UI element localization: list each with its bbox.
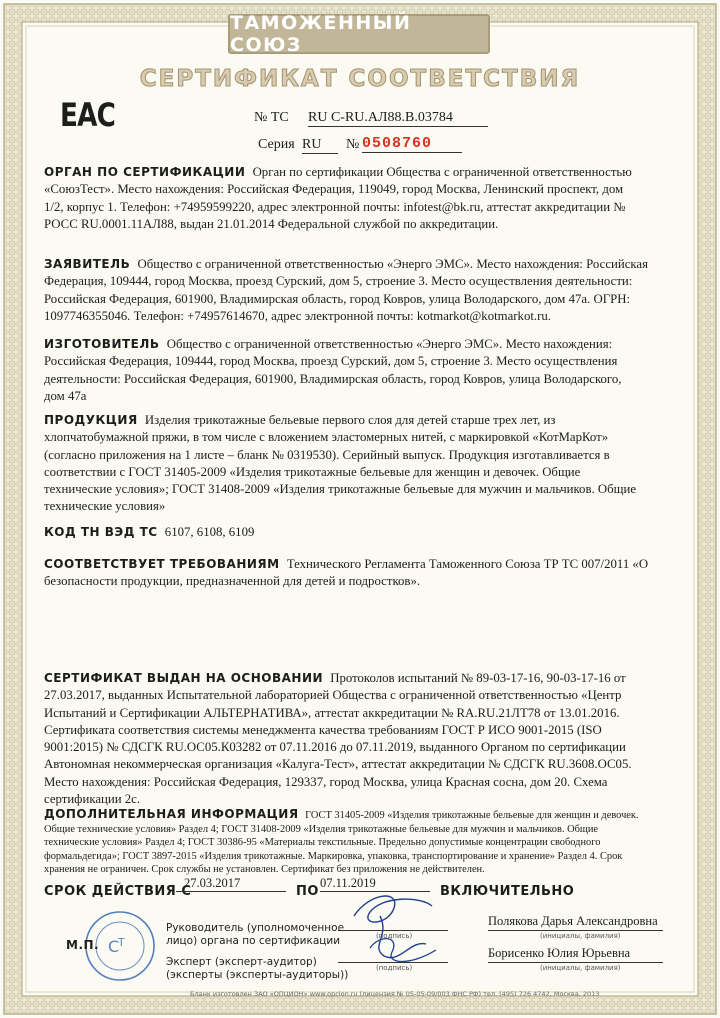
certificate-title: СЕРТИФИКАТ СООТВЕТСТВИЯ	[139, 66, 581, 92]
conforms-line: Технического Регламента Таможенного Союза ТР ТС 007/2011 «О	[286, 557, 649, 571]
expert-name: Борисенко Юлия Юрьевна	[488, 946, 631, 960]
footer-print-info: Бланк изготовлен ЗАО «ОПЦИОН» www.opcion.ru (лицензия № 05-05-09/003 ФНС РФ) тел. (495) 726 4742, Москва, 2013	[190, 990, 600, 998]
extra-line: ГОСТ 31405-2009 «Изделия трикотажные бельевые для женщин и девочек.	[305, 810, 639, 821]
basis-line: 27.03.2017, выданных Испытательной лабораторией Общества с ограниченной ответственностью «Центр	[44, 688, 622, 703]
manufacturer-line: деятельности: Российская Федерация, 601900, Владимирская область, город Ковров, улица Володарского,	[44, 371, 622, 386]
basis-line: 9001:2015) № СДСГК RU.ОС05.К03282 от 07.11.2016 до 07.11.2019, выданного Органом по сертификации	[44, 740, 626, 755]
conforms-line: безопасности продукции, предназначенной для детей и подростков».	[44, 574, 421, 589]
extra-label: ДОПОЛНИТЕЛЬНАЯ ИНФОРМАЦИЯ	[44, 807, 299, 821]
section-product	[44, 412, 674, 516]
series-label: Серия	[258, 137, 295, 152]
extra-line: хранения не ограничен. Срок службы не установлен. Сертификат без приложения не действителен.	[44, 864, 485, 875]
basis-label: СЕРТИФИКАТ ВЫДАН НА ОСНОВАНИИ	[44, 671, 324, 685]
section-organ	[44, 164, 674, 233]
expert-name-line	[488, 962, 663, 963]
applicant-line: Российская Федерация, 601900, Владимирская область, город Ковров, улица Володарского, дом 47а. ОГРН:	[44, 291, 631, 306]
svg-text:C: C	[108, 937, 120, 956]
seal-mp-label: М.П.	[66, 938, 100, 952]
validity-label: СРОК ДЕЙСТВИЯ С	[44, 884, 192, 899]
applicant-line: 1097746355046. Телефон: +74957614670, адрес электронной почты: kotmarkot@kotmarkot.ru.	[44, 308, 551, 323]
handwritten-signatures	[340, 886, 450, 972]
validity-to: 07.11.2019	[320, 876, 430, 892]
extra-line: Общие технические условия» Раздел 4; ГОСТ 31408-2009 «Изделия трикотажные бельевые для мужчин и мальчиков. Общие	[44, 823, 599, 835]
product-line: технические условия»; ГОСТ 31408-2009 «Изделия трикотажные бельевые для мужчин и мальчиков. Общие	[44, 482, 637, 497]
head-name-line	[488, 930, 663, 931]
head-label-line: лицо) органа по сертификации	[166, 935, 341, 947]
basis-line: Протоколов испытаний № 89-03-17-16, 90-03-17-16 от	[330, 671, 626, 685]
manufacturer-line: Российская Федерация, 109444, город Москва, проезд Сурский, дом 5, строение 3. Место осуществления	[44, 354, 618, 369]
customs-union-banner: ТАМОЖЕННЫЙ СОЮЗ	[228, 14, 490, 54]
organ-line: Орган по сертификации Общества с ограниченной ответственностью	[252, 165, 632, 179]
blank-label: №	[346, 137, 360, 152]
extra-line: формальдегида»; ГОСТ 3897-2015 «Изделия трикотажные. Маркировка, упаковка, транспортирование и хранение» Раздел 4. Срок	[44, 850, 623, 862]
section-conforms	[44, 556, 674, 591]
basis-line: Испытаний и Сертификации АЛЬТЕРНАТИВА», аттестат аккредитации № RA.RU.21ЛТ78 от 13.01.2016.	[44, 705, 620, 720]
organ-label: ОРГАН ПО СЕРТИФИКАЦИИ	[44, 165, 246, 179]
code-label: КОД ТН ВЭД ТС	[44, 525, 158, 539]
tc-label: № ТС	[254, 110, 289, 125]
organ-line: 1/2, корпус 1. Телефон: +74959599220, адрес электронной почты: infotest@bk.ru, аттестат аккредитации №	[44, 199, 626, 214]
manufacturer-label: ИЗГОТОВИТЕЛЬ	[44, 337, 160, 351]
organ-line: «СоюзТест». Место нахождения: Российская Федерация, 119049, город Москва, Ленинский проспект, дом	[44, 182, 624, 197]
series-value: RU	[302, 137, 338, 154]
head-name: Полякова Дарья Александровна	[488, 914, 658, 928]
section-code	[44, 524, 674, 541]
expert-label-line: Эксперт (эксперт-аудитор)	[166, 956, 317, 968]
manufacturer-line: дом 47а	[44, 388, 87, 403]
conforms-label: СООТВЕТСТВУЕТ ТРЕБОВАНИЯМ	[44, 557, 280, 571]
section-manufacturer	[44, 336, 674, 405]
section-applicant	[44, 256, 674, 325]
svg-text:T: T	[118, 936, 125, 949]
manufacturer-line: Общество с ограниченной ответственностью «Энерго ЭМС». Место нахождения:	[166, 337, 613, 351]
product-line: соответствии с ГОСТ 31405-2009 «Изделия трикотажные бельевые для женщин и девочек. Общие	[44, 464, 581, 479]
product-line: хлопчатобумажной пряжи, в том числе с вложением эластомерных нитей, с маркировкой «КотМарКот»	[44, 430, 609, 445]
product-line: технические условия»	[44, 499, 166, 514]
section-basis	[44, 670, 674, 808]
basis-line: Сертификата соответствия системы менеджмента качества требованиям ГОСТ Р ИСО 9001-2015 (ISO	[44, 722, 602, 737]
head-name-caption: (инициалы, фамилия)	[540, 932, 621, 940]
eac-mark: ЕАС	[60, 96, 116, 134]
product-label: ПРОДУКЦИЯ	[44, 413, 138, 427]
validity-inclusive: ВКЛЮЧИТЕЛЬНО	[440, 884, 575, 899]
basis-line: Место нахождения: Российская Федерация, 129337, город Москва, улица Красная сосна, дом 20. Схема	[44, 774, 608, 789]
head-label-line: Руководитель (уполномоченное	[166, 922, 345, 934]
applicant-line: Федерация, 109444, город Москва, проезд Сурский, дом 5, строение 3. Место осуществления деятельности:	[44, 274, 633, 289]
validity-from: 27.03.2017	[176, 876, 286, 892]
blank-number: 0508760	[362, 135, 462, 153]
applicant-label: ЗАЯВИТЕЛЬ	[44, 257, 131, 271]
product-line: (согласно приложения на 1 листе – бланк № 0319530). Серийный выпуск. Продукция изготавливается в	[44, 447, 610, 462]
organ-line: РОСС RU.0001.11АЛ88, выдан 21.01.2014 Федеральной службой по аккредитации.	[44, 216, 499, 231]
expert-name-caption: (инициалы, фамилия)	[540, 964, 621, 972]
head-signature-caption: (подпись)	[376, 932, 413, 940]
tc-number: RU C-RU.АЛ88.В.03784	[308, 110, 488, 127]
product-line: Изделия трикотажные бельевые первого слоя для детей старше трех лет, из	[144, 413, 556, 427]
extra-line: технические условия» Раздел 4; ГОСТ 30386-95 «Материалы текстильные. Предельно допустимые концентрации свободного	[44, 837, 601, 848]
basis-line: Автономная некоммерческая организация «Калуга-Тест», аттестат аккредитации № СДСГК RU.3608.ОС05.	[44, 757, 632, 772]
expert-label-line: (эксперты (эксперты-аудиторы))	[166, 969, 349, 981]
head-label	[166, 922, 344, 948]
expert-label	[166, 956, 348, 982]
code-value: 6107, 6108, 6109	[164, 525, 255, 539]
applicant-line: Общество с ограниченной ответственностью «Энерго ЭМС». Место нахождения: Российская	[137, 257, 648, 271]
section-extra	[44, 808, 684, 877]
validity-to-label: ПО	[296, 884, 319, 899]
basis-line: сертификации 2с.	[44, 792, 141, 807]
expert-signature-caption: (подпись)	[376, 964, 413, 972]
